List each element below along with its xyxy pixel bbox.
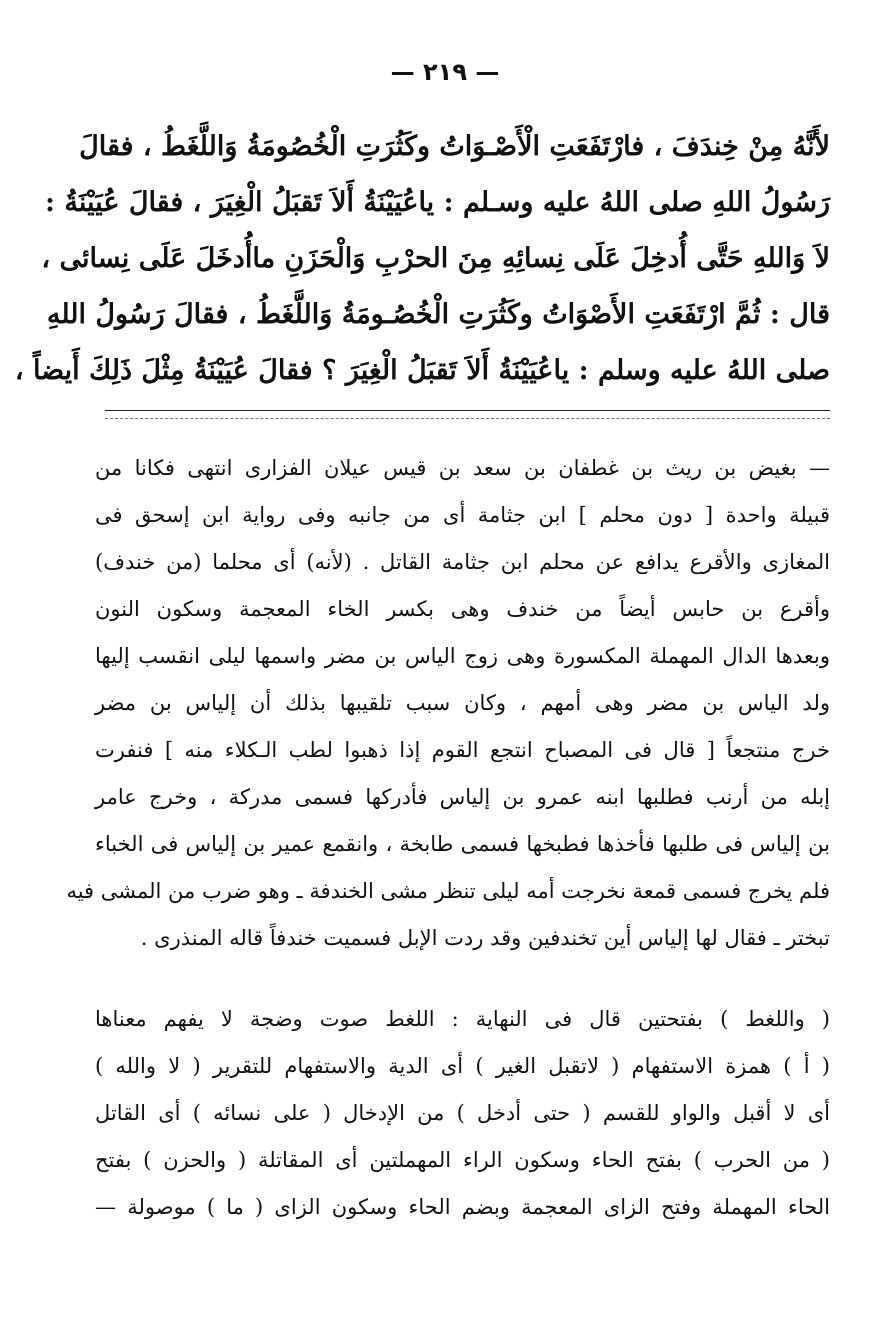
commentary-line: إبله من أرنب فطلبها ابنه عمرو بن إلياس فأدركها فسمى مدركة ، وخرج عامر (95, 785, 830, 809)
commentary-line: ( واللغط ) بفتحتين قال فى النهاية : اللغط صوت وضجة لا يفهم معناها (95, 1007, 831, 1031)
page-number: — ٢١٩ — (390, 58, 500, 86)
main-text-line: لأَنَّهُ مِنْ خِندَفَ ، فارْتَفَعَتِ الْأَصْـوَاتُ وكَثُرَتِ الْخُصُومَةُ وَاللَّغَطُ ، فقالَ (79, 131, 830, 162)
commentary-line: أى لا أقبل والواو للقسم ( حتى أدخل ) من الإدخال ( على نسائه ) أى القاتل (95, 1101, 830, 1125)
commentary-line: قبيلة واحدة [ دون محلم ] ابن جثامة أى من جانبه وفى رواية ابن إسحق فى (95, 503, 830, 527)
commentary-line: الحاء المهملة وفتح الزاى المعجمة وبضم الحاء وسكون الزاى ( ما ) موصولة — (95, 1195, 830, 1219)
main-text (14, 122, 830, 402)
commentary-line: خرج منتجعاً [ قال فى المصباح انتجع القوم إذا ذهبوا لطب الـكلاء منه ] فنفرت (95, 738, 830, 762)
main-text-line: رَسُولُ اللهِ صلى اللهُ عليه وسـلم : ياعُيَيْنَةُ أَلاَ تَقبَلُ الْغِيَرَ ، فقالَ عُيَيْنَةُ : (45, 187, 830, 218)
main-text-line: صلى اللهُ عليه وسلم : ياعُيَيْنَةُ أَلاَ تَقبَلُ الْغِيَرَ ؟ فقالَ عُيَيْنَةُ مِثْلَ ذَلِكَ أَيضاً ، (14, 355, 830, 386)
main-text-line: لاَ وَاللهِ حَتَّى أُدخِلَ عَلَى نِسائِهِ مِنَ الحرْبِ وَالْحَزَنِ ماأُدخَلَ عَلَى نِسائى ، (41, 243, 830, 274)
commentary-line: ( أ ) همزة الاستفهام ( لاتقبل الغير ) أى الدية والاستفهام للتقرير ( لا والله ) (95, 1054, 830, 1078)
commentary-line: المغازى والأقرع يدافع عن محلم ابن جثامة القاتل . (لأنه) أى محلما (من خندف) (95, 550, 830, 574)
separator-dashed-rule (105, 418, 830, 419)
separator-rule (105, 410, 830, 411)
commentary-paragraph (66, 445, 830, 965)
commentary-line: ولد الياس بن مضر وهى أمهم ، وكان سبب تلقيبها بذلك أن إلياس بن مضر (95, 691, 830, 715)
commentary-paragraph (95, 996, 830, 1236)
commentary-line: وبعدها الدال المهملة المكسورة وهى زوج الياس بن مضر واسمها ليلى انقسب إليها (95, 644, 830, 668)
commentary-line: — بغيض بن ريث بن غطفان بن سعد بن قيس عيلان الفزارى انتهى فكانا من (95, 456, 830, 480)
commentary-line: ( من الحرب ) بفتح الحاء وسكون الراء المهملتين أى المقاتلة ( والحزن ) بفتح (95, 1148, 830, 1172)
commentary-line: وأقرع بن حابس أيضاً من خندف وهى بكسر الخاء المعجمة وسكون النون (95, 597, 830, 621)
commentary-line: تبختر ـ فقال لها إلياس أين تخندفين وقد ردت الإبل فسميت خندفاً قاله المنذرى . (140, 926, 830, 950)
commentary-line: فلم يخرج فسمى قمعة نخرجت أمه ليلى تنظر مشى الخندفة ـ وهو ضرب من المشى فيه (66, 879, 830, 903)
main-text-line: قال : ثُمَّ ارْتَفَعَتِ الأَصْوَاتُ وكَثُرَتِ الْخُصُـومَةُ وَاللَّغَطُ ، فقالَ رَسُولُ اللهِ (46, 299, 830, 330)
commentary-line: بن إلياس فى طلبها فأخذها فطبخها فسمى طابخة ، وانقمع عمير بن إلياس فى الخباء (95, 832, 830, 856)
